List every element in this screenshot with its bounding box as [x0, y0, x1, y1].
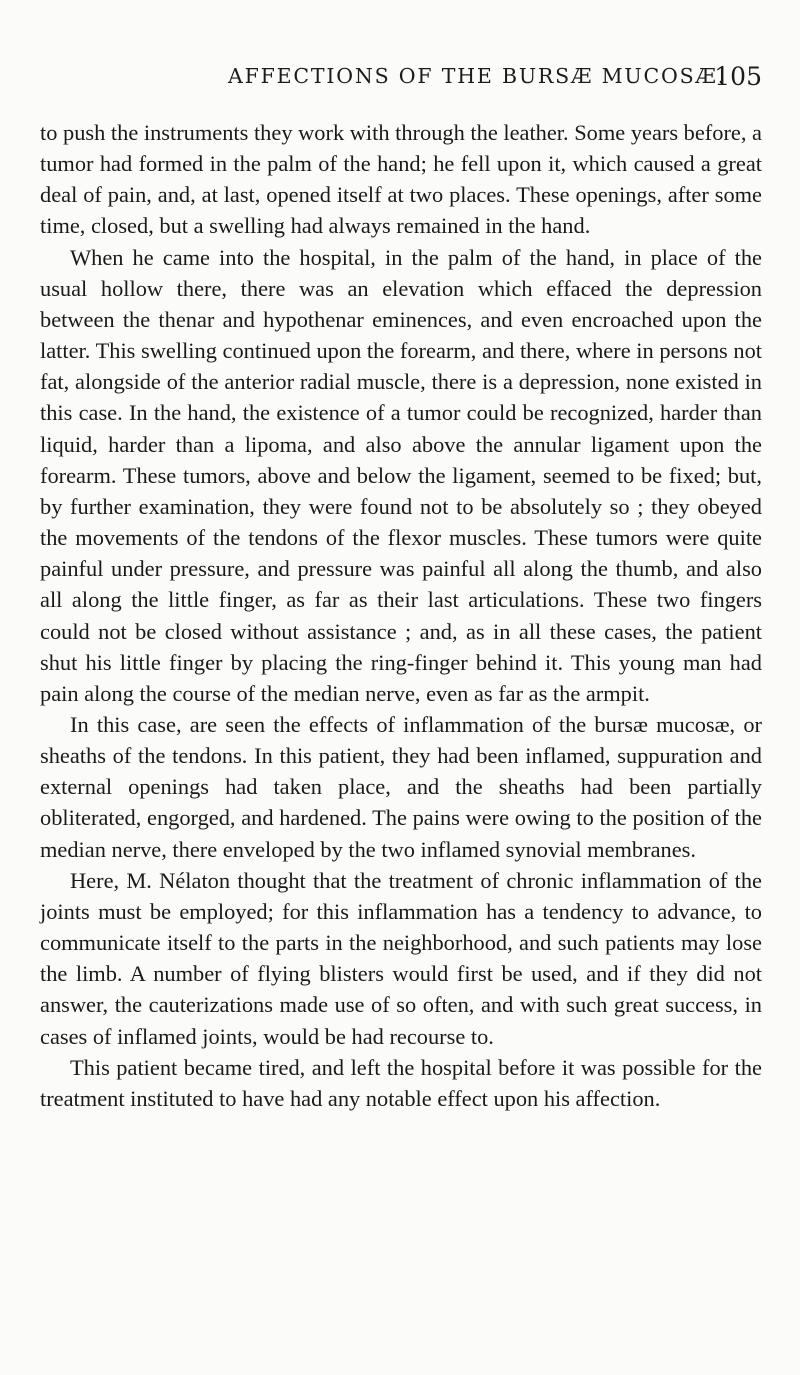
paragraph: In this case, are seen the effects of inflammation of the bursæ mucosæ, or sheaths of the tendons. In this patient, they had been inflamed, suppuration and external openings had taken place, and the sheaths had been partially obliterated, engorged, and hardened. The pains were owing to the position of the median nerve, there enveloped by the two inflamed synovial membranes. — [40, 711, 762, 862]
paragraph: This patient became tired, and left the hospital before it was possible for the treatment instituted to have had any notable effect upon his affection. — [40, 1054, 762, 1111]
running-title: AFFECTIONS OF THE BURSÆ MUCOSÆ. — [228, 64, 727, 88]
body-text — [40, 117, 762, 1114]
paragraph: When he came into the hospital, in the palm of the hand, in place of the usual hollow there, there was an elevation which effaced the depression between the thenar and hypothenar eminences, and even encroached upon the latter. This swelling continued upon the forearm, and there, where in persons not fat, alongside of the anterior radial muscle, there is a depression, none existed in this case. In the hand, the existence of a tumor could be recognized, harder than liquid, harder than a lipoma, and also above the annular ligament upon the forearm. These tumors, above and below the ligament, seemed to be fixed; but, by further examination, they were found not to be absolutely so ; they obeyed the movements of the tendons of the flexor muscles. These tumors were quite painful under pressure, and pressure was painful all along the thumb, and also all along the little finger, as far as their last articulations. These two fingers could not be closed without assistance ; and, as in all these cases, the patient shut his little finger by placing the ring-finger behind it. This young man had pain along the course of the median nerve, even as far as the armpit. — [40, 244, 762, 706]
paragraph: to push the instruments they work with through the leather. Some years before, a tumor had formed in the palm of the hand; he fell upon it, which caused a great deal of pain, and, at last, opened itself at two places. These openings, after some time, closed, but a swelling had always remained in the hand. — [40, 120, 762, 239]
paragraph: Here, M. Nélaton thought that the treatment of chronic inflammation of the joints must be employed; for this inflammation has a tendency to advance, to communicate itself to the parts in the neighborhood, and such patients may lose the limb. A number of flying blisters would first be used, and if they did not answer, the cauterizations made use of so often, and with such great success, in cases of inflamed joints, would be had recourse to. — [40, 867, 762, 1049]
running-header — [0, 64, 800, 104]
page-number: 105 — [714, 62, 762, 91]
